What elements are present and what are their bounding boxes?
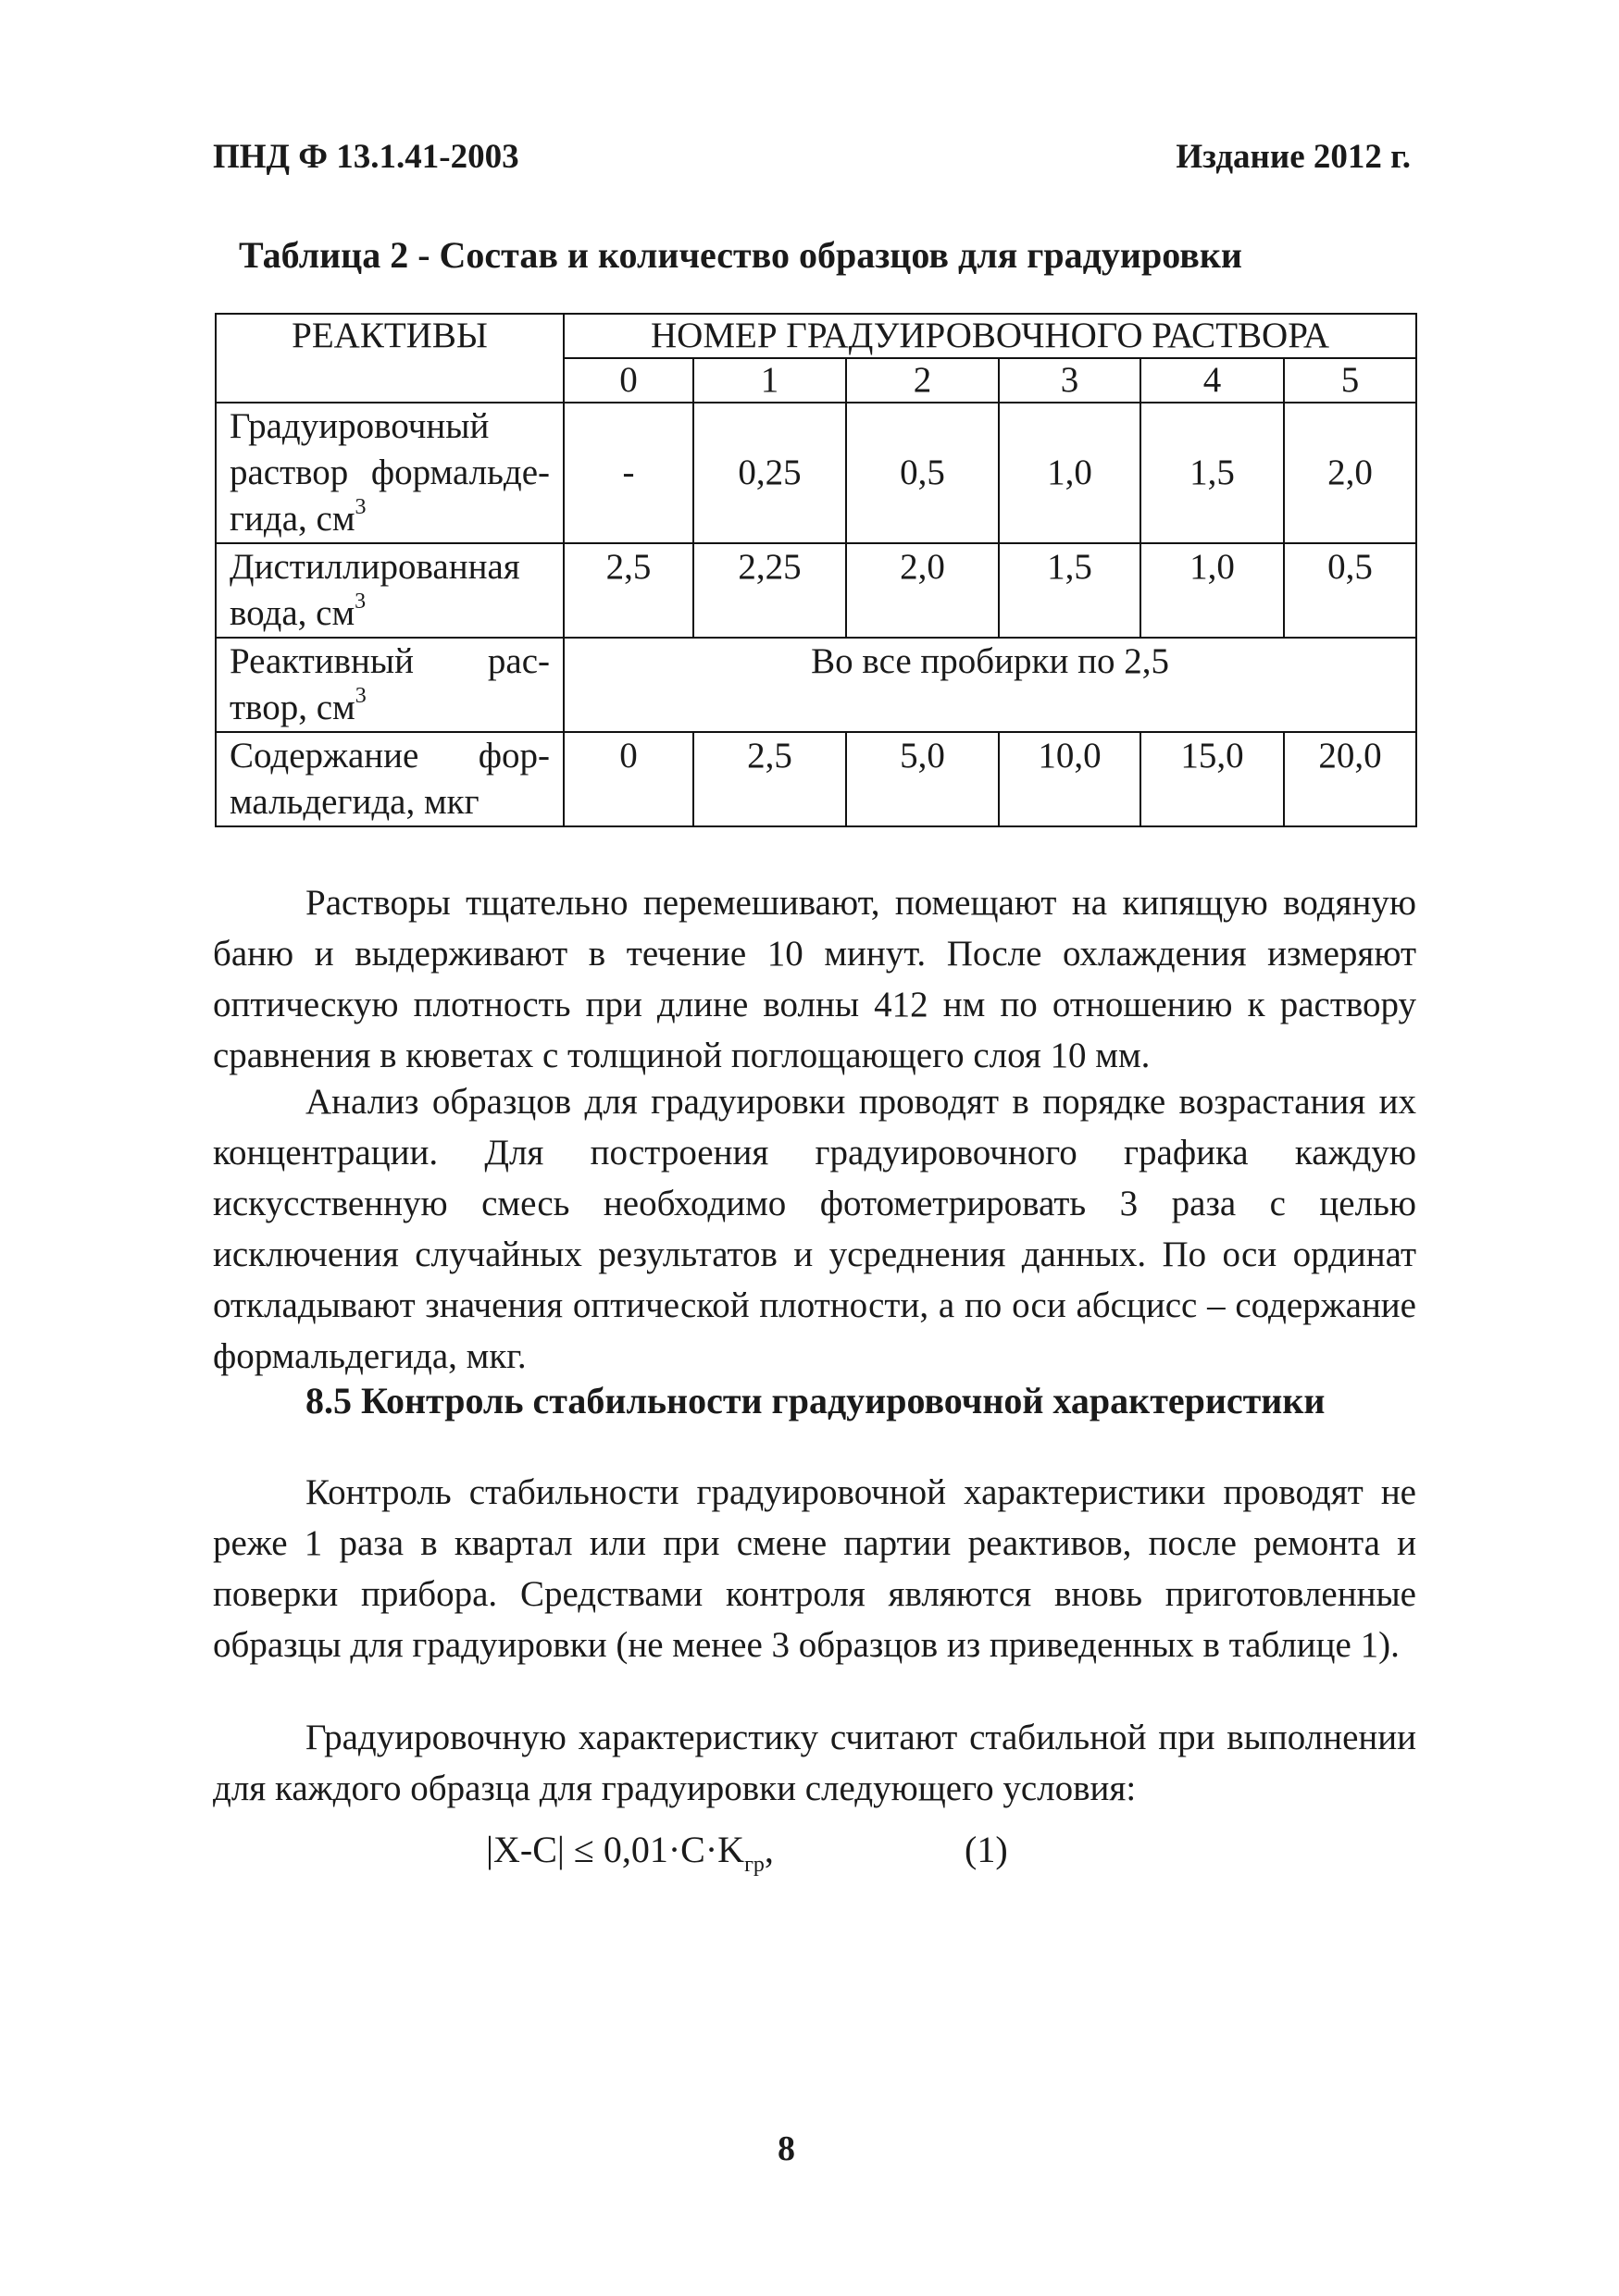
row-label: Содержание фор-мальдегида, мкг xyxy=(216,732,564,826)
table-cell: 2,0 xyxy=(1284,403,1416,543)
row-label: Градуировочный раствор формальде-гида, $см^3$ xyxy=(216,403,564,543)
table-cell: 15,0 xyxy=(1140,732,1284,826)
table-cell: - xyxy=(564,403,693,543)
superscript: 3 xyxy=(355,495,367,519)
paragraph-stability-condition: Градуировочную характеристику считают стабильной при выполнении для каждого образца для градуировки следующего условия: xyxy=(213,1718,1416,1808)
header-reagents: РЕАКТИВЫ xyxy=(216,314,564,403)
table-cell: 0,25 xyxy=(693,403,846,543)
header-solution-number: НОМЕР ГРАДУИРОВОЧНОГО РАСТВОРА xyxy=(564,314,1416,358)
table-cell: 10,0 xyxy=(999,732,1140,826)
paragraph-stability-control: Контроль стабильности градуировочной характеристики проводят не реже 1 раза в квартал или при смене партии реактивов, после ремонта и поверки прибора. Средствами контроля являются вновь приготовленные образцы для градуировки (не менее 3 образцов из приведенных в таблице 1). xyxy=(213,1472,1416,1665)
row-label: Реактивный рас-твор, $см^3$ xyxy=(216,638,564,732)
table-row xyxy=(216,403,1416,543)
paragraph-procedure: Растворы тщательно перемешивают, помещают на кипящую водяную баню и выдерживают в течение 10 минут. После охлаждения измеряют оптическую плотность при длине волны 412 нм по отношению к раствору сравнения в кюветах с толщиной поглощающего слоя 10 мм. xyxy=(213,883,1416,1075)
document-code: ПНД Ф 13.1.41-2003 xyxy=(213,138,519,176)
solution-number: 0 xyxy=(564,358,693,403)
solution-number: 3 xyxy=(999,358,1140,403)
table-row xyxy=(216,543,1416,638)
row-label: Дистиллированная вода, $см^3$ xyxy=(216,543,564,638)
equation-number: (1) xyxy=(965,1829,1008,1870)
solution-number: 2 xyxy=(846,358,999,403)
section-heading: 8.5 Контроль стабильности градуировочной характеристики xyxy=(305,1380,1326,1421)
table-cell: 2,5 xyxy=(564,543,693,638)
paragraph-analysis: Анализ образцов для градуировки проводят в порядке возрастания их концентрации. Для построения градуировочного графика каждую искусственную смесь необходимо фотометрировать 3 раза с целью исключения случайных результатов и усреднения данных. По оси ординат откладывают значения оптической плотности, а по оси абсцисс – содержание формальдегида, мкг. xyxy=(213,1082,1416,1376)
table-cell: 2,0 xyxy=(846,543,999,638)
table-row xyxy=(216,732,1416,826)
table-row xyxy=(216,638,1416,732)
table-cell: 1,5 xyxy=(1140,403,1284,543)
table-cell: 5,0 xyxy=(846,732,999,826)
table-cell: 20,0 xyxy=(1284,732,1416,826)
table-cell: 1,5 xyxy=(999,543,1140,638)
merged-cell: Во все пробирки по 2,5 xyxy=(564,638,1416,732)
edition-label: Издание 2012 г. xyxy=(1176,138,1411,176)
formula-tail: , xyxy=(764,1829,774,1870)
table-title: Таблица 2 - Состав и количество образцов для градуировки xyxy=(239,234,1242,276)
superscript: 3 xyxy=(355,684,367,708)
table-cell: 2,25 xyxy=(693,543,846,638)
table-cell: 1,0 xyxy=(1140,543,1284,638)
page-number: 8 xyxy=(778,2129,795,2168)
table-cell: 1,0 xyxy=(999,403,1140,543)
table-cell: 0 xyxy=(564,732,693,826)
calibration-table xyxy=(215,313,1417,827)
table-cell: 0,5 xyxy=(1284,543,1416,638)
formula xyxy=(486,1828,774,1877)
formula-subscript: гр xyxy=(744,1853,765,1877)
solution-number: 5 xyxy=(1284,358,1416,403)
table-header-row xyxy=(216,314,1416,358)
solution-number: 4 xyxy=(1140,358,1284,403)
table-cell: 0,5 xyxy=(846,403,999,543)
table-cell: 2,5 xyxy=(693,732,846,826)
superscript: 3 xyxy=(355,590,367,614)
solution-number: 1 xyxy=(693,358,846,403)
formula-main: |X-C| ≤ 0,01·C·K xyxy=(486,1829,745,1870)
